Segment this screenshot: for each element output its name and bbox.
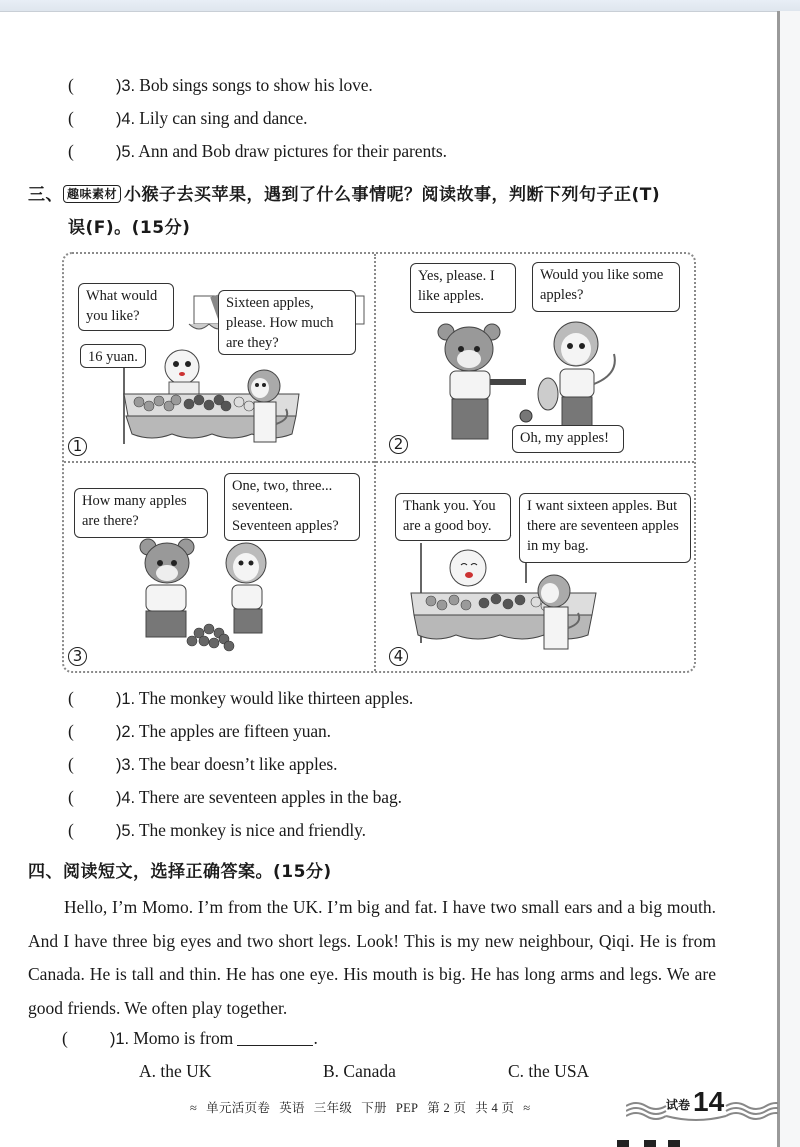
answer-paren[interactable]: ( — [68, 721, 74, 741]
paper-number-badge: 试卷 14 — [626, 1088, 778, 1122]
answer-paren[interactable]: ( — [62, 1028, 68, 1048]
reading-passage: Hello, I’m Momo. I’m from the UK. I’m big and fat. I have two small ears and a big mouth. And I have three big eyes and two short legs. Look! This is my new neighbour, Qiqi. He is from Canada. He is tall and thin. He has one eye. His mouth is big. He has long arms and legs. We are good friends. We often play together. — [28, 897, 716, 1018]
speech-bubble: How many apples are there? — [74, 488, 208, 538]
answer-paren[interactable]: ( — [68, 754, 74, 774]
comic-panel-1 — [64, 254, 374, 461]
comic-strip — [62, 252, 696, 673]
answer-blank[interactable] — [237, 1029, 313, 1046]
panel-number: 3 — [68, 647, 87, 666]
speech-bubble: Oh, my apples! — [512, 425, 624, 453]
tf-item: ( )3. Bob sings songs to show his love. — [68, 75, 373, 95]
speech-bubble: Would you like some apples? — [532, 262, 680, 312]
registration-mark — [617, 1140, 629, 1147]
speech-bubble: What would you like? — [78, 283, 174, 331]
speech-bubble: I want sixteen apples. But there are seventeen apples in my bag. — [519, 493, 691, 563]
speech-bubble: Yes, please. I like apples. — [410, 263, 516, 313]
panel-number: 4 — [389, 647, 408, 666]
page-margin — [780, 11, 800, 1147]
section-heading-4: 四、阅读短文，选择正确答案。(15分) — [28, 862, 332, 882]
speech-bubble: One, two, three... seventeen. Seventeen apples? — [224, 473, 360, 541]
option-a[interactable]: A. the UK — [139, 1061, 212, 1081]
speech-bubble: Thank you. You are a good boy. — [395, 493, 511, 541]
fun-material-tag: 趣味素材 — [63, 185, 121, 203]
tf-item: ( )5. The monkey is nice and friendly. — [68, 820, 366, 840]
comic-panel-2 — [376, 254, 696, 461]
answer-paren[interactable]: ( — [68, 688, 74, 708]
answer-paren[interactable]: ( — [68, 787, 74, 807]
section-heading-3-cont: 误(F)。(15分) — [68, 218, 191, 238]
tf-item: ( )4. Lily can sing and dance. — [68, 108, 308, 128]
registration-mark — [668, 1140, 680, 1147]
registration-mark — [644, 1140, 656, 1147]
speech-bubble: Sixteen apples, please. How much are they? — [218, 290, 356, 355]
tf-item: ( )4. There are seventeen apples in the bag. — [68, 787, 402, 807]
section-heading-3: 三、 趣味素材 小猴子去买苹果，遇到了什么事情呢？阅读故事，判断下列句子正(T) — [28, 185, 661, 205]
answer-paren[interactable]: ( — [68, 75, 74, 95]
tf-item: ( )5. Ann and Bob draw pictures for their parents. — [68, 141, 447, 161]
tf-item: ( )3. The bear doesn’t like apples. — [68, 754, 338, 774]
scan-top-edge — [0, 0, 800, 12]
answer-paren[interactable]: ( — [68, 820, 74, 840]
comic-panel-3 — [64, 463, 374, 673]
answer-paren[interactable]: ( — [68, 141, 74, 161]
answer-paren[interactable]: ( — [68, 108, 74, 128]
tf-item: ( )1. The monkey would like thirteen apples. — [68, 688, 414, 708]
page-footer: ≈ 单元活页卷 英语 三年级 下册 PEP 第 2 页 共 4 页 ≈ — [190, 1101, 531, 1115]
mc-question: ( )1. Momo is from . — [62, 1028, 318, 1048]
option-c[interactable]: C. the USA — [508, 1061, 590, 1081]
panel-number: 1 — [68, 437, 87, 456]
comic-panel-4 — [376, 463, 696, 673]
speech-bubble: 16 yuan. — [80, 344, 146, 368]
panel-number: 2 — [389, 435, 408, 454]
option-b[interactable]: B. Canada — [323, 1061, 396, 1081]
tf-item: ( )2. The apples are fifteen yuan. — [68, 721, 331, 741]
